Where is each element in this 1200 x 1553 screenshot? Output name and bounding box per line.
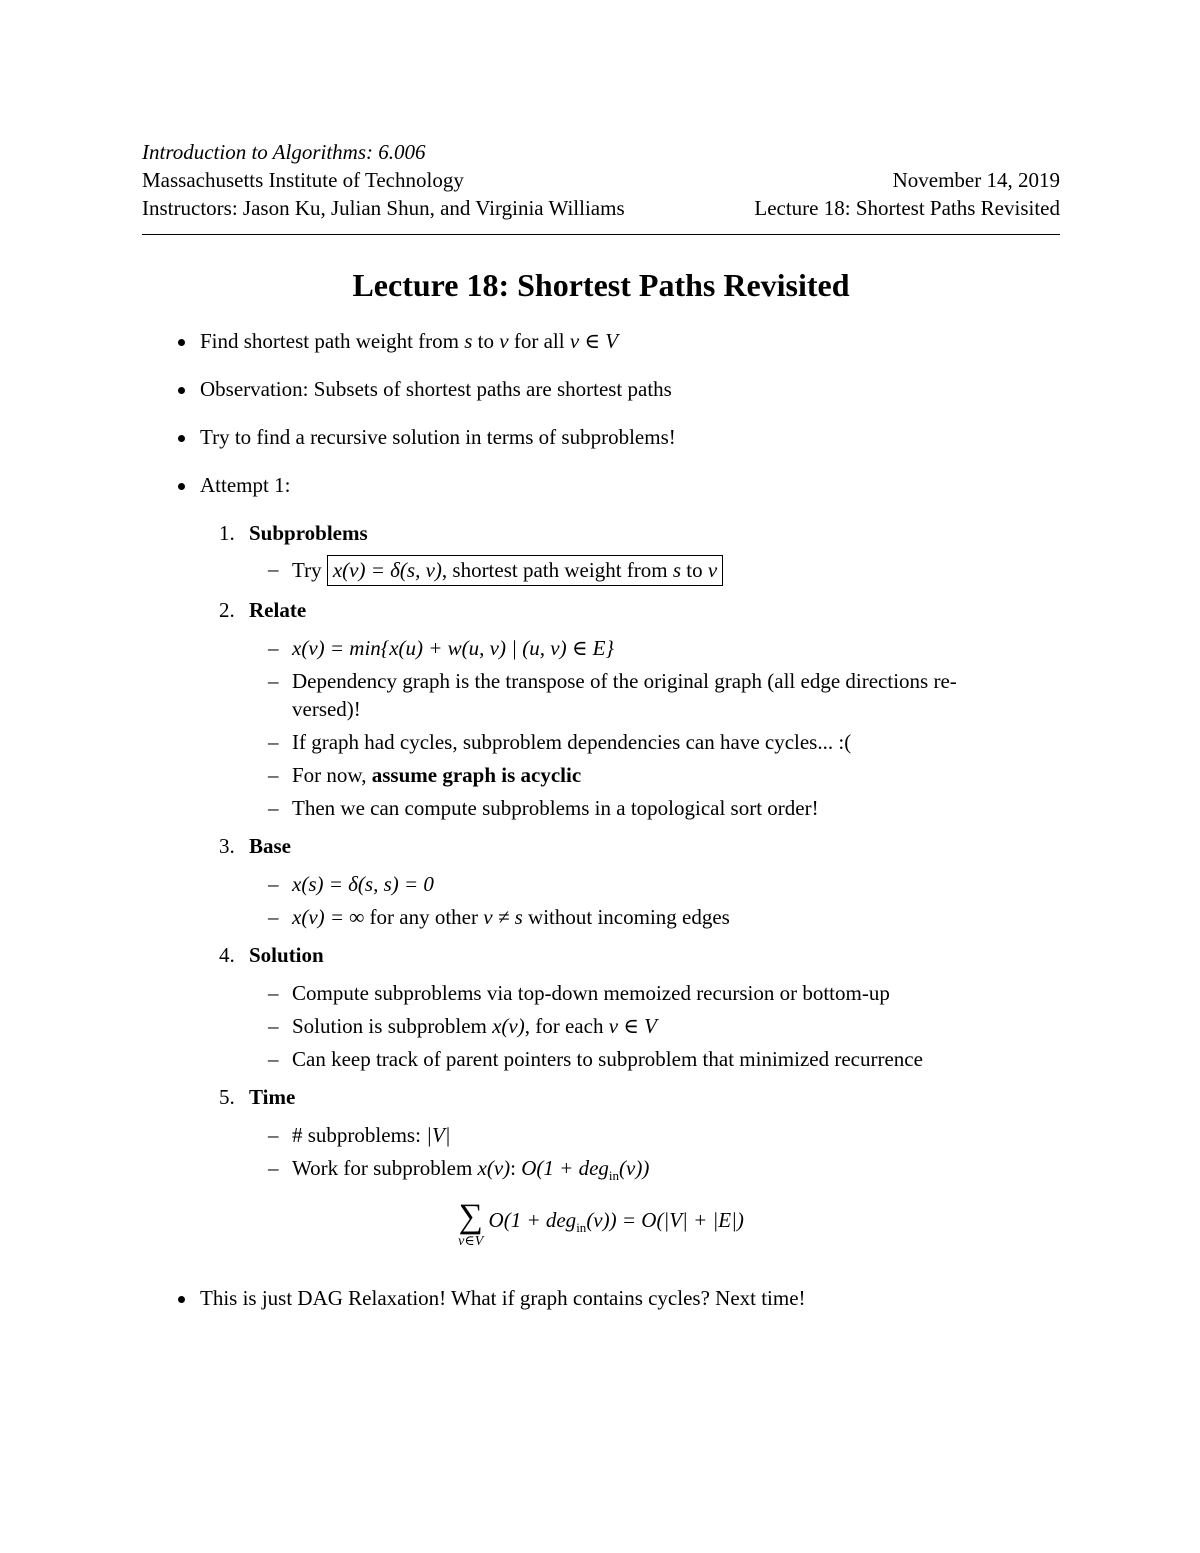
main-bullet-list bbox=[142, 327, 1060, 1312]
summation-symbol: ∑ bbox=[458, 1198, 483, 1236]
step3-dash-item: – x(s) = δ(s, s) = 0 bbox=[268, 872, 434, 896]
bullet-icon bbox=[178, 339, 185, 346]
bullet-icon bbox=[178, 1296, 185, 1303]
summation-equation: ∑ v∈V O(1 + deg$_{in}$(v)) = O(|V| + |E|) bbox=[458, 1198, 744, 1250]
lecture-page bbox=[142, 138, 1060, 1312]
bullet-icon bbox=[178, 435, 185, 442]
step-subproblems: 1. Subproblems – Try x(v) = δ(s, v), shortest path weight from s to v bbox=[142, 519, 1060, 586]
step2-dash-item: – If graph had cycles, subproblem dependencies can have cycles... :( bbox=[268, 730, 852, 754]
instructors: Instructors: Jason Ku, Julian Shun, and Virginia Williams bbox=[142, 196, 625, 220]
step-time: 5. Time – # subproblems: |V| – Work for subproblem x(v): O(1 + deg$_{in}$(v)) ∑ v∈V O(1 + deg$_{in}$(v)) = O(|V| + |E|) bbox=[142, 1083, 1060, 1262]
institution: Massachusetts Institute of Technology bbox=[142, 168, 464, 192]
header-rule bbox=[142, 234, 1060, 235]
bullet-item-attempt: Attempt 1: 1. Subproblems – Try x(v) = δ(s, v), shortest path weight from s to v 2. Relate – x(v) = min{x(u) + w(u, v) | (u, v) ∈ E} – Dependency graph is the transpose of the original graph (all edge directions re- versed)! – If graph had cycles, subproblem dependencies can have cycles... :( – For now, assume graph is acyclic – Then we can compute subproblems in a topological sort order! 3. Base – x(s) = δ(s, s) = 0 – x(v) = ∞ for any other v ≠ s without incoming edges 4. Solution – Compute subproblems via top-down memoized recursion or bottom-up – Solution is subproblem x(v), for each v ∈ V – Can keep track of parent pointers to subproblem that minimized recurrence 5. Time – # subproblems: |V| – Work for subproblem x(v): O(1 + deg$_{in}$(v)) ∑ v∈V O(1 + deg$_{in}$(v)) = O(|V| + |E|) bbox=[142, 471, 1060, 1262]
sroutp-steps bbox=[142, 519, 1060, 1262]
bullet-icon bbox=[178, 387, 185, 394]
step2-dash-item: – Then we can compute subproblems in a topological sort order! bbox=[268, 796, 819, 820]
step3-dash-item: – x(v) = ∞ for any other v ≠ s without incoming edges bbox=[268, 905, 730, 929]
course-name: Introduction to Algorithms: 6.006 bbox=[142, 140, 426, 164]
step-solution: 4. Solution – Compute subproblems via top-down memoized recursion or bottom-up – Solution is subproblem x(v), for each v ∈ V – Can keep track of parent pointers to subproblem that minimized recurrence bbox=[142, 941, 1060, 1073]
bullet-item-observation: Observation: Subsets of shortest paths are shortest paths bbox=[142, 375, 1060, 403]
step5-dash-item: – # subproblems: |V| bbox=[268, 1123, 451, 1147]
step5-dash-item: – Work for subproblem x(v): O(1 + deg$_{in}$(v)) bbox=[268, 1156, 650, 1184]
bullet-item-recursive: Try to find a recursive solution in terms of subproblems! bbox=[142, 423, 1060, 451]
header bbox=[142, 138, 1060, 235]
step4-dash-item: – Solution is subproblem x(v), for each v ∈ V bbox=[268, 1014, 657, 1038]
step4-dash-item: – Compute subproblems via top-down memoized recursion or bottom-up bbox=[268, 981, 890, 1005]
step1-dash-item: – Try x(v) = δ(s, v), shortest path weight from s to v bbox=[142, 555, 1060, 586]
bullet-item-dag-relaxation: This is just DAG Relaxation! What if graph contains cycles? Next time! bbox=[142, 1284, 1060, 1312]
boxed-definition: x(v) = δ(s, v), shortest path weight from s to v bbox=[327, 555, 723, 586]
step2-dash-item: – Dependency graph is the transpose of the original graph (all edge directions re- versed)! bbox=[268, 669, 957, 721]
page-title: Lecture 18: Shortest Paths Revisited bbox=[352, 267, 850, 303]
step-base: 3. Base – x(s) = δ(s, s) = 0 – x(v) = ∞ for any other v ≠ s without incoming edges bbox=[142, 832, 1060, 931]
step-relate: 2. Relate – x(v) = min{x(u) + w(u, v) | (u, v) ∈ E} – Dependency graph is the transpose of the original graph (all edge directions re- versed)! – If graph had cycles, subproblem dependencies can have cycles... :( – For now, assume graph is acyclic – Then we can compute subproblems in a topological sort order! bbox=[142, 596, 1060, 822]
bullet-item-find: Find shortest path weight from s to v for all v ∈ V bbox=[142, 327, 1060, 355]
date: November 14, 2019 bbox=[892, 168, 1060, 192]
step2-dash-item: – For now, assume graph is acyclic bbox=[268, 763, 582, 787]
step4-dash-item: – Can keep track of parent pointers to subproblem that minimized recurrence bbox=[268, 1047, 923, 1071]
lecture-reference: Lecture 18: Shortest Paths Revisited bbox=[754, 196, 1060, 220]
step2-dash-item: – x(v) = min{x(u) + w(u, v) | (u, v) ∈ E} bbox=[268, 636, 614, 660]
bullet-icon bbox=[178, 483, 185, 490]
